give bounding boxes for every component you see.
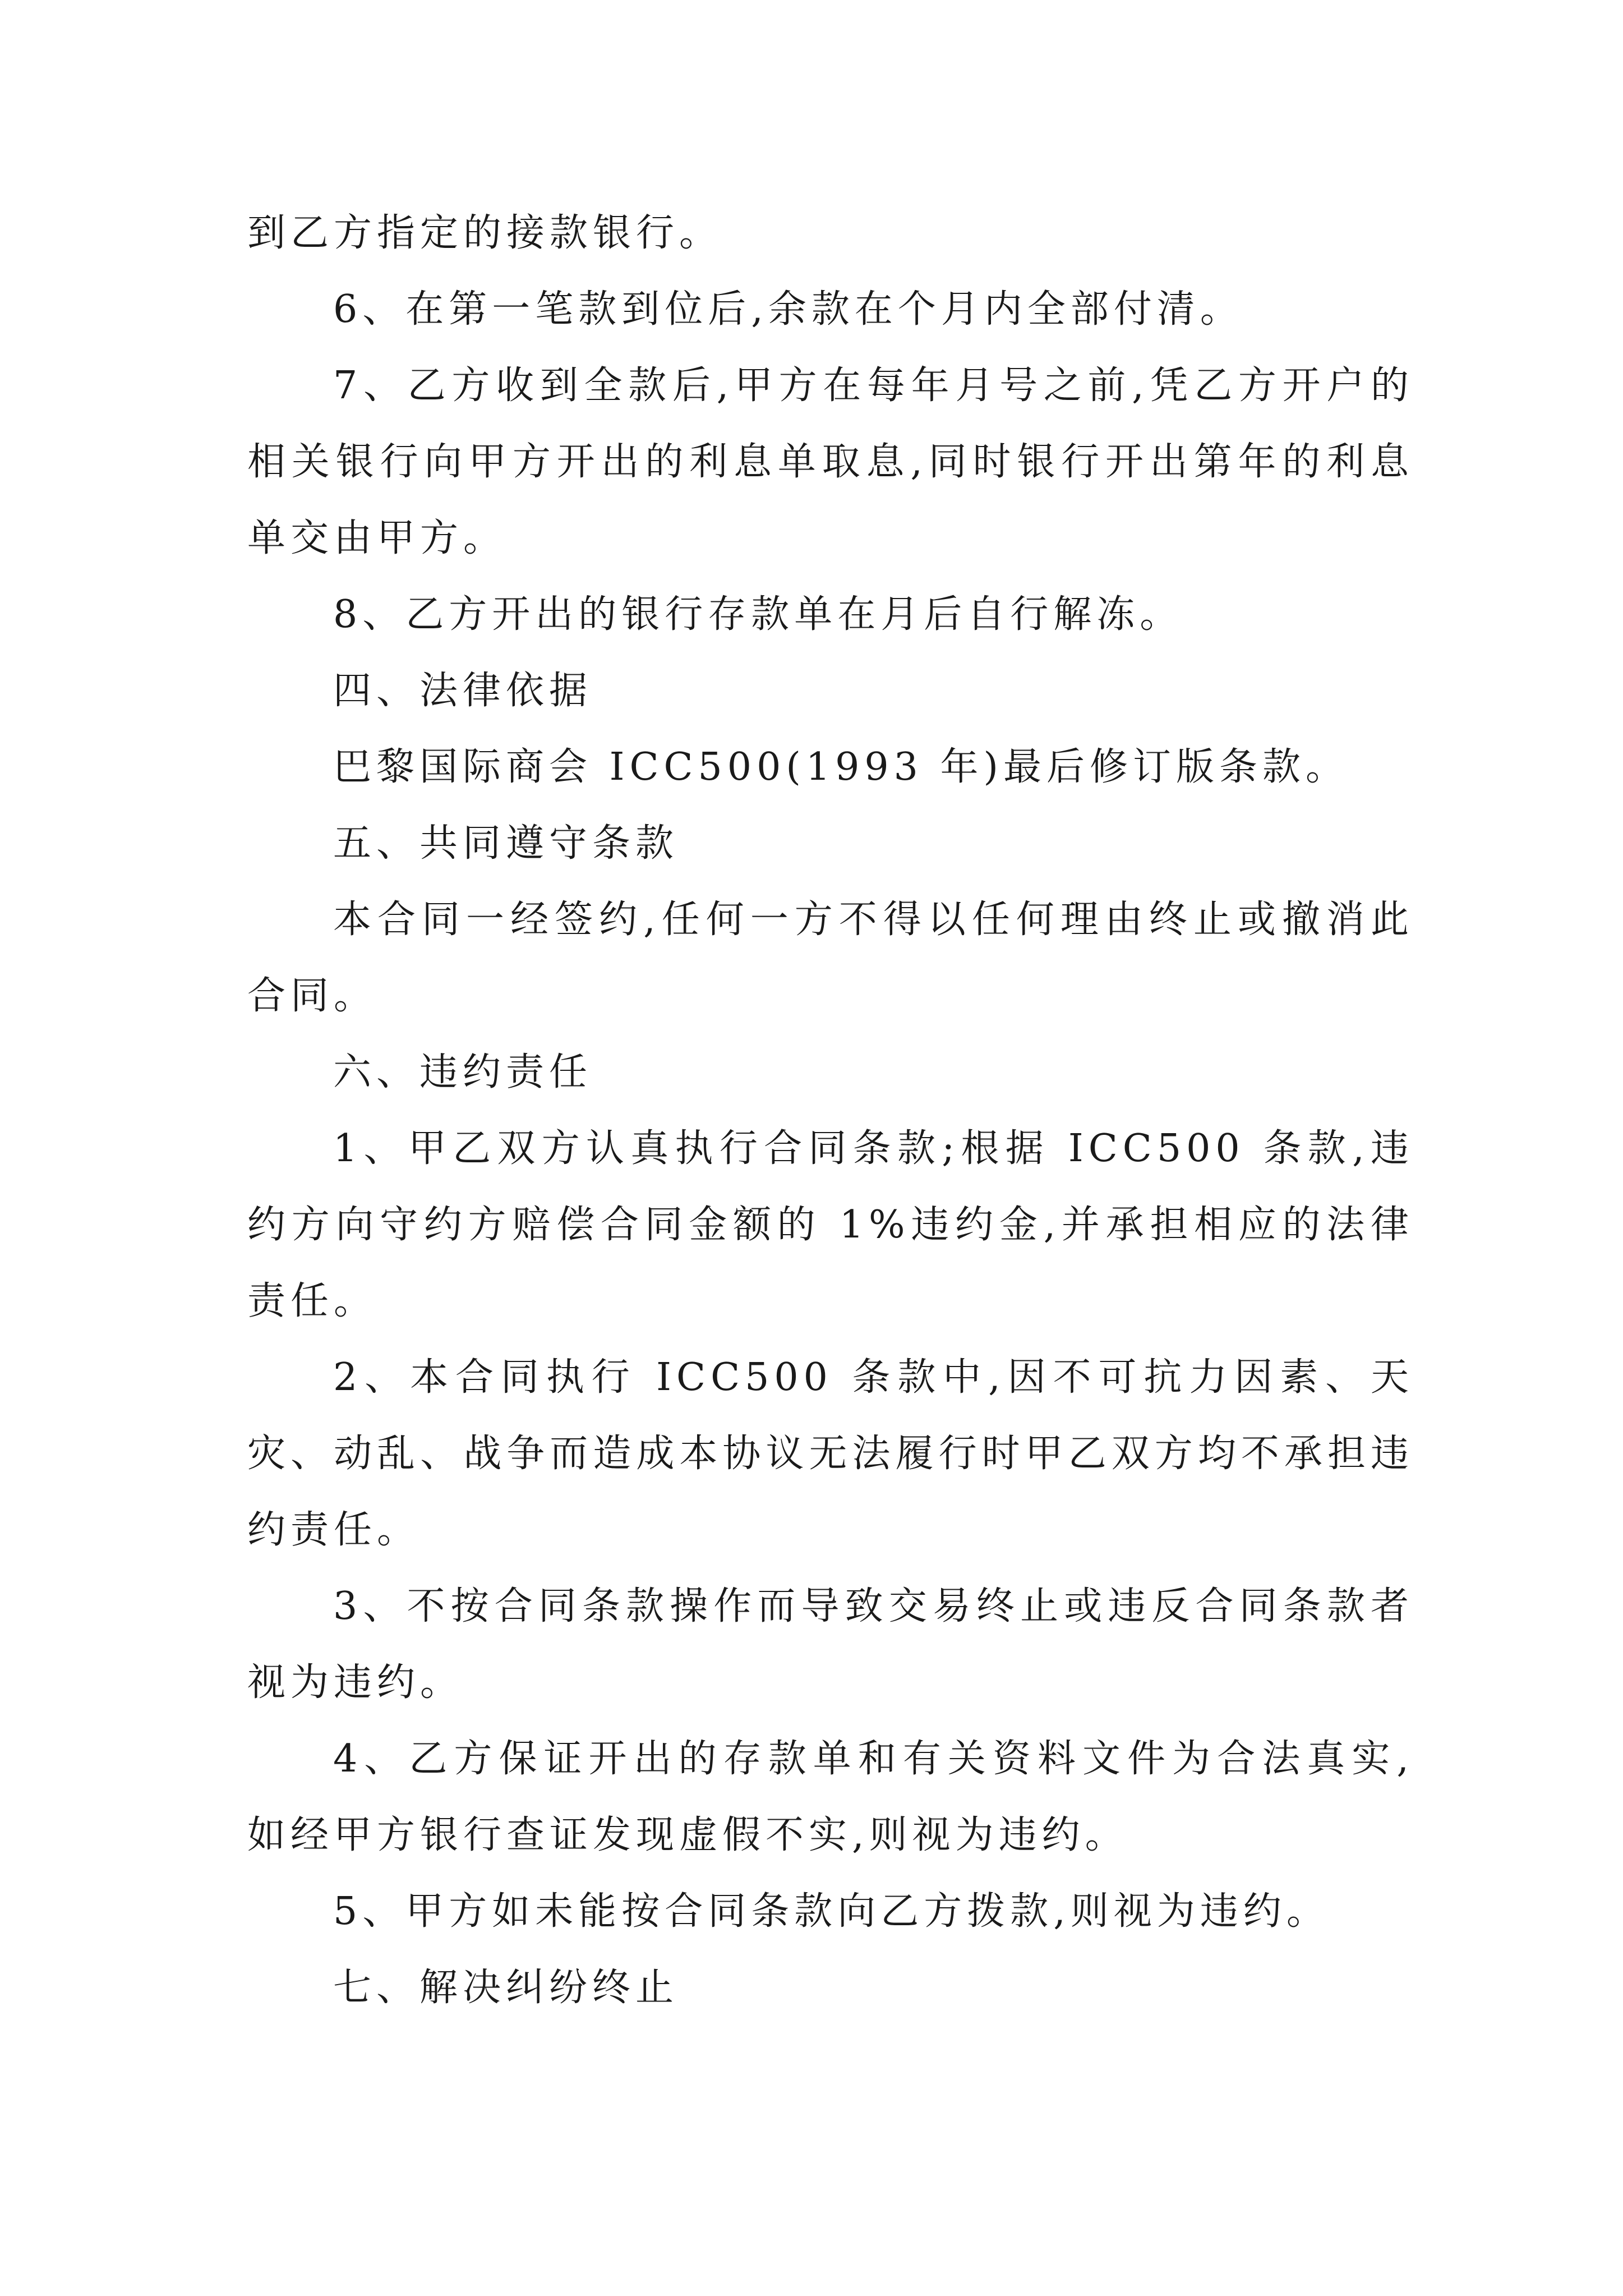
paragraph-breach-3: 3、不按合同条款操作而导致交易终止或违反合同条款者视为违约。 <box>247 1584 1414 1705</box>
section-heading-dispute-resolution: 七、解决纠纷终止 <box>333 1966 679 2010</box>
paragraph-clause-7: 7、乙方收到全款后,甲方在每年月号之前,凭乙方开户的相关银行向甲方开出的利息单取息,同时银行开出第年的利息单交由甲方。 <box>247 364 1414 560</box>
section-heading-legal-basis: 四、法律依据 <box>333 669 593 713</box>
paragraph-no-termination: 本合同一经签约,任何一方不得以任何理由终止或撤消此合同。 <box>247 898 1414 1018</box>
paragraph-clause-6: 6、在第一笔款到位后,余款在个月内全部付清。 <box>333 287 1243 332</box>
paragraph-breach-1: 1、甲乙双方认真执行合同条款;根据 ICC500 条款,违约方向守约方赔偿合同金额的 1%违约金,并承担相应的法律责任。 <box>247 1126 1414 1323</box>
paragraph-breach-5: 5、甲方如未能按合同条款向乙方拨款,则视为违约。 <box>333 1889 1330 1934</box>
section-heading-common-terms: 五、共同遵守条款 <box>333 821 679 866</box>
paragraph-breach-4: 4、乙方保证开出的存款单和有关资料文件为合法真实,如经甲方银行查证发现虚假不实,则视为违约。 <box>247 1737 1414 1857</box>
document-body <box>247 195 1414 2026</box>
section-heading-breach-liability: 六、违约责任 <box>333 1050 593 1094</box>
paragraph-icc500: 巴黎国际商会 ICC500(1993 年)最后修订版条款。 <box>333 745 1349 789</box>
paragraph-bank-receiving: 到乙方指定的接款银行。 <box>247 211 723 255</box>
paragraph-clause-8: 8、乙方开出的银行存款单在月后自行解冻。 <box>333 592 1183 637</box>
paragraph-breach-2: 2、本合同执行 ICC500 条款中,因不可抗力因素、天灾、动乱、战争而造成本协议无法履行时甲乙双方均不承担违约责任。 <box>247 1355 1414 1552</box>
